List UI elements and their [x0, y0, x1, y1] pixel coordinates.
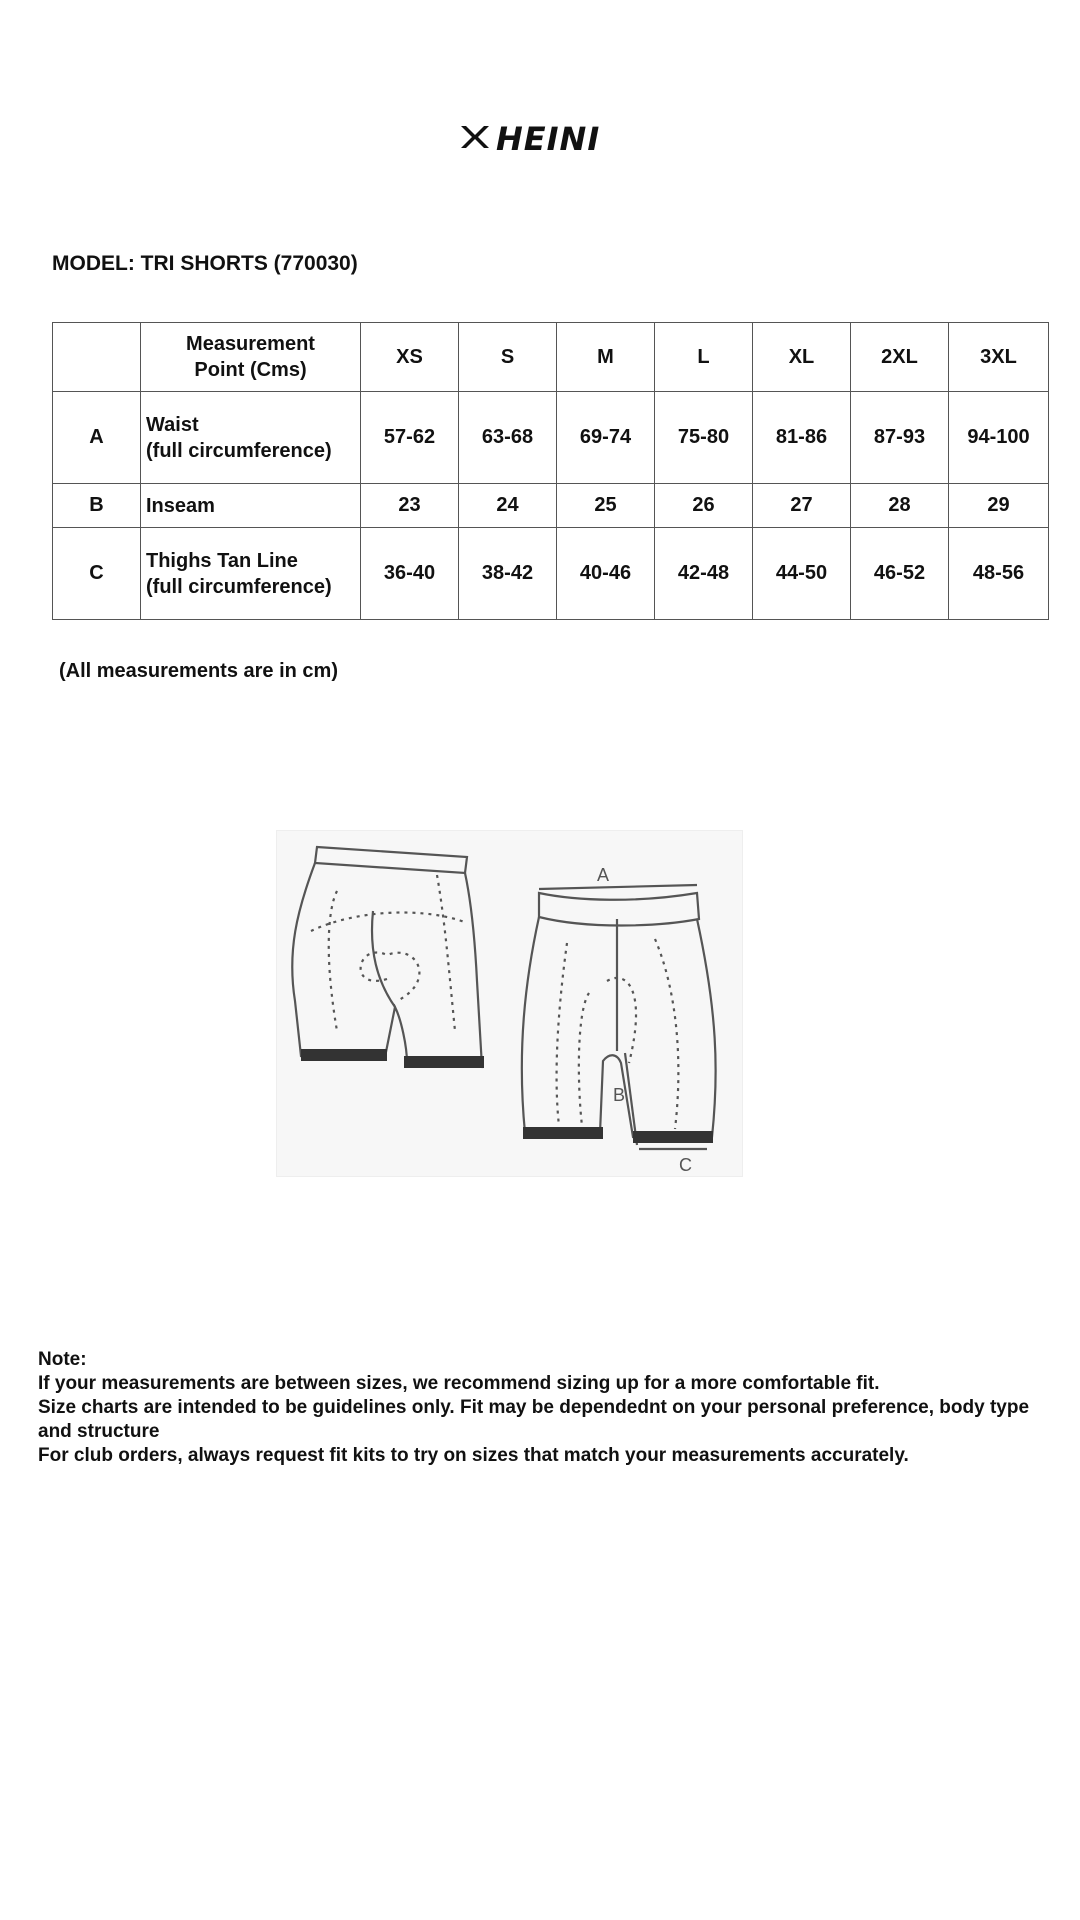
header-measurement-line2: Point (Cms) [194, 359, 307, 381]
value-cell: 40-46 [557, 528, 655, 620]
measurement-label-line2: (full circumference) [146, 439, 332, 462]
header-measurement-point [141, 323, 361, 392]
note-line: Size charts are intended to be guidelines only. Fit may be dependednt on your personal preference, body type and structure [38, 1397, 1030, 1442]
measurement-label-line2: (full circumference) [146, 575, 332, 598]
shorts-diagram [276, 830, 743, 1177]
point-letter: A [53, 392, 141, 484]
measurement-label-line1: Thighs Tan Line [146, 549, 298, 572]
measurement-label [141, 484, 361, 528]
value-cell: 87-93 [851, 392, 949, 484]
value-cell: 94-100 [949, 392, 1049, 484]
model-title: MODEL: TRI SHORTS (770030) [52, 252, 358, 275]
table-row-inseam [53, 484, 1049, 528]
value-cell: 75-80 [655, 392, 753, 484]
header-size: 3XL [949, 323, 1049, 392]
measurement-label [141, 392, 361, 484]
value-cell: 27 [753, 484, 851, 528]
value-cell: 25 [557, 484, 655, 528]
point-letter: B [53, 484, 141, 528]
header-measurement-line1: Measurement [186, 333, 315, 355]
logo-text: HEINI [496, 120, 601, 158]
value-cell: 57-62 [361, 392, 459, 484]
header-size: XL [753, 323, 851, 392]
table-header-row [53, 323, 1049, 392]
value-cell: 46-52 [851, 528, 949, 620]
header-size: M [557, 323, 655, 392]
size-chart-table [52, 322, 1049, 620]
value-cell: 48-56 [949, 528, 1049, 620]
diagram-label-b: B [613, 1085, 626, 1105]
value-cell: 23 [361, 484, 459, 528]
measurement-label-line1: Inseam [146, 494, 215, 517]
value-cell: 81-86 [753, 392, 851, 484]
header-size: L [655, 323, 753, 392]
shorts-illustration [277, 831, 742, 1176]
point-letter: C [53, 528, 141, 620]
diagram-label-a: A [597, 865, 610, 885]
header-size: XS [361, 323, 459, 392]
measurement-label-line1: Waist [146, 413, 199, 436]
logo-mark-icon [460, 124, 490, 150]
value-cell: 29 [949, 484, 1049, 528]
value-cell: 69-74 [557, 392, 655, 484]
value-cell: 26 [655, 484, 753, 528]
table-row-thighs [53, 528, 1049, 620]
note-line: For club orders, always request fit kits to try on sizes that match your measurements accurately. [38, 1445, 909, 1466]
units-note: (All measurements are in cm) [59, 660, 338, 682]
table-row-waist [53, 392, 1049, 484]
header-size: S [459, 323, 557, 392]
measurement-label [141, 528, 361, 620]
value-cell: 44-50 [753, 528, 851, 620]
notes-section [38, 1348, 1058, 1468]
header-size: 2XL [851, 323, 949, 392]
value-cell: 42-48 [655, 528, 753, 620]
value-cell: 36-40 [361, 528, 459, 620]
diagram-label-c: C [679, 1155, 692, 1175]
note-line: If your measurements are between sizes, we recommend sizing up for a more comfortable fit. [38, 1373, 880, 1394]
notes-heading: Note: [38, 1349, 87, 1370]
value-cell: 38-42 [459, 528, 557, 620]
value-cell: 63-68 [459, 392, 557, 484]
brand-logo [460, 120, 620, 158]
value-cell: 24 [459, 484, 557, 528]
header-blank-cell [53, 323, 141, 392]
value-cell: 28 [851, 484, 949, 528]
